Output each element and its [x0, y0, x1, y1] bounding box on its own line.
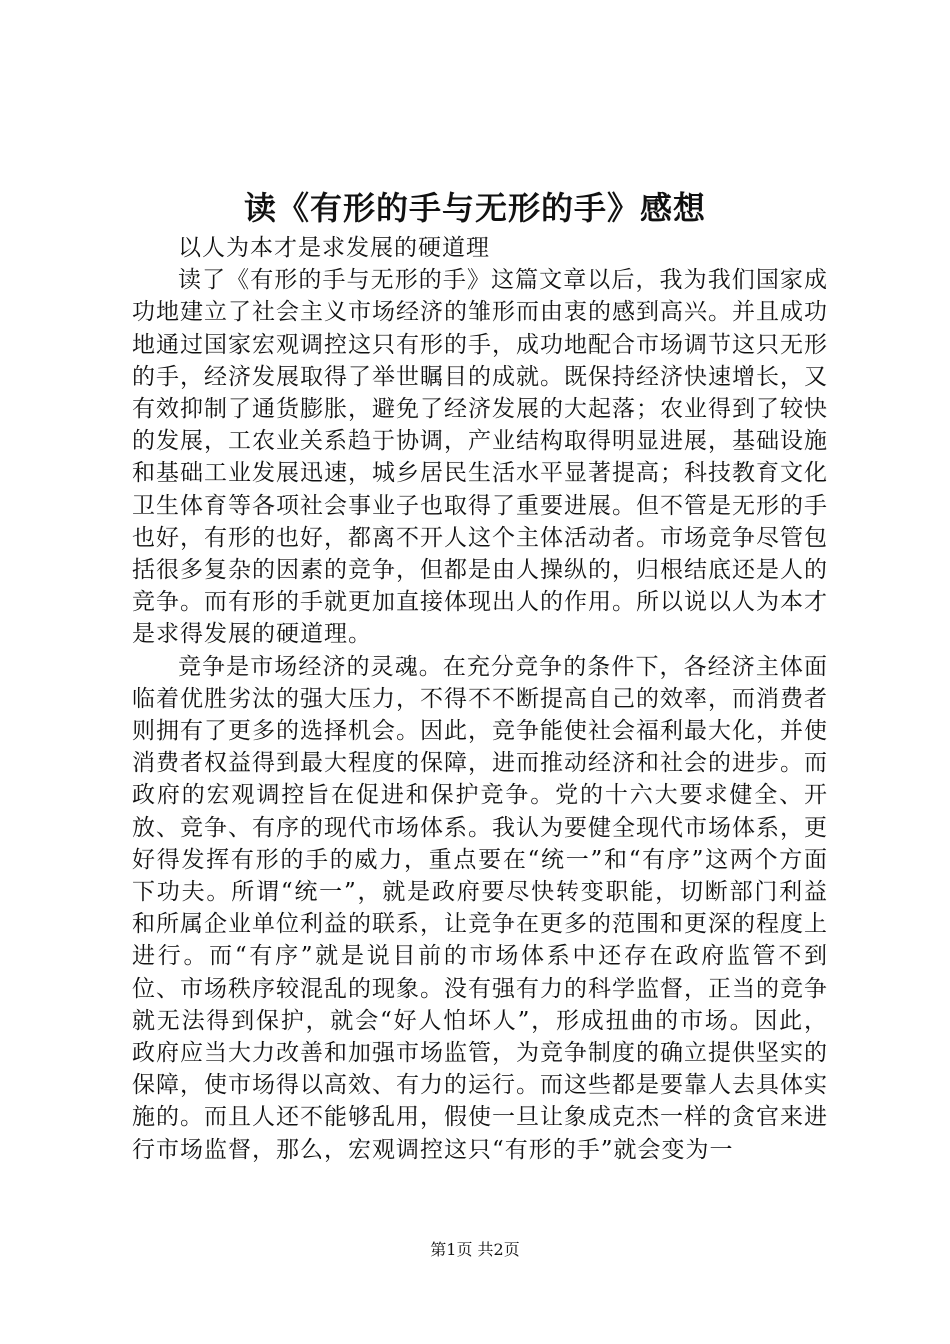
body-paragraph-1: 读了《有形的手与无形的手》这篇文章以后，我为我们国家成功地建立了社会主义市场经济的雏形而由衷的感到高兴。并且成功地通过国家宏观调控这只有形的手，成功地配合市场调节这只无形的手，经济发展取得了举世瞩目的成就。既保持经济快速增长，又有效抑制了通货膨胀，避免了经济发展的大起落；农业得到了较快的发展，工农业关系趋于协调，产业结构取得明显进展，基础设施和基础工业发展迅速，城乡居民生活水平显著提高；科技教育文化卫生体育等各项社会事业子也取得了重要进展。但不管是无形的手也好，有形的也好，都离不开人这个主体活动者。市场竞争尽管包括很多复杂的因素的竞争，但都是由人操纵的，归根结底还是人的竞争。而有形的手就更加直接体现出人的作用。所以说以人为本才是求得发展的硬道理。: [132, 267, 828, 648]
subtitle-paragraph: 以人为本才是求发展的硬道理: [178, 235, 490, 261]
document-title: 读《有形的手与无形的手》感想: [243, 189, 706, 227]
document-body: [132, 232, 828, 1166]
body-paragraph-2: 竞争是市场经济的灵魂。在充分竞争的条件下，各经济主体面临着优胜劣汰的强大压力，不得不不断提高自己的效率，而消费者则拥有了更多的选择机会。因此，竞争能使社会福利最大化，并使消费者权益得到最大程度的保障，进而推动经济和社会的进步。而政府的宏观调控旨在促进和保护竞争。党的十六大要求健全、开放、竞争、有序的现代市场体系。我认为要健全现代市场体系，更好得发挥有形的手的威力，重点要在“统一”和“有序”这两个方面下功夫。所谓“统一”，就是政府要尽快转变职能，切断部门利益和所属企业单位利益的联系，让竞争在更多的范围和更深的程度上进行。而“有序”就是说目前的市场体系中还存在政府监管不到位、市场秩序较混乱的现象。没有强有力的科学监督，正当的竞争就无法得到保护，就会“好人怕坏人”，形成扭曲的市场。因此，政府应当大力改善和加强市场监管，为竞争制度的确立提供坚实的保障，使市场得以高效、有力的运行。而这些都是要靠人去具体实施的。而且人还不能够乱用，假使一旦让象成克杰一样的贪官来进行市场监督，那么，宏观调控这只“有形的手”就会变为一: [132, 653, 828, 1163]
page-footer: 第1页 共2页: [430, 1240, 520, 1259]
